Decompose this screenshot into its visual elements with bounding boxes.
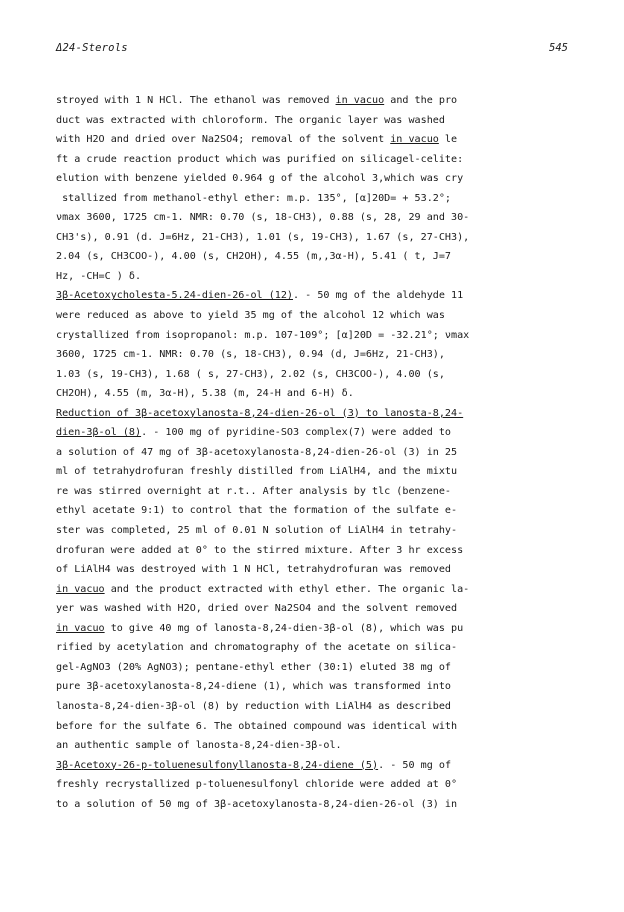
text-line: CH3's), 0.91 (d. J=6Hz, 21-CH3), 1.01 (s, 19-CH3), 1.67 (s, 27-CH3),: [56, 231, 470, 243]
underlined-text: 3β-Acetoxycholesta-5.24-dien-26-ol (12): [56, 290, 294, 302]
text-line: lanosta-8,24-dien-3β-ol (8) by reduction with LiAlH4 as described: [56, 700, 452, 712]
text-line: an authentic sample of lanosta-8,24-dien-3β-ol.: [56, 740, 342, 752]
underlined-text: dien-3β-ol (8): [56, 427, 142, 439]
text-line: rified by acetylation and chromatography of the acetate on silica-: [56, 642, 458, 654]
text-line: duct was extracted with chloroform. The organic layer was washed: [56, 114, 445, 126]
text-line: with H2O and dried over Na2SO4; removal of the solvent in vacuo le: [56, 134, 458, 146]
underlined-text: in vacuo: [335, 95, 385, 106]
text-line: of LiAlH4 was destroyed with 1 N HCl, tetrahydrofuran was removed: [56, 564, 452, 576]
text-line: 3β-Acetoxy-26-p-toluenesulfonyllanosta-8,24-diene (5). - 50 mg of: [56, 759, 452, 771]
text-line: yer was washed with H2O, dried over Na2SO4 and the solvent removed: [56, 603, 458, 615]
text-line: CH2OH), 4.55 (m, 3α-H), 5.38 (m, 24-H and 6-H) δ.: [56, 388, 354, 400]
text-line: ster was completed, 25 ml of 0.01 N solution of LiAlH4 in tetrahy-: [56, 525, 458, 537]
page-number: 545: [549, 42, 568, 54]
text-line: 2.04 (s, CH3COO-), 4.00 (s, CH2OH), 4.55 (m,,3α-H), 5.41 ( t, J=7: [56, 251, 452, 263]
underlined-text: Reduction of 3β-acetoxylanosta-8,24-dien-26-ol (3) to lanosta-8,24-: [56, 407, 464, 419]
text-line: a solution of 47 mg of 3β-acetoxylanosta-8,24-dien-26-ol (3) in 25: [56, 446, 458, 458]
text-line: freshly recrystallized p-toluenesulfonyl chloride were added at 0°: [56, 779, 458, 791]
text-line: were reduced as above to yield 35 mg of the alcohol 12 which was: [56, 310, 445, 322]
text-line: 3600, 1725 cm-1. NMR: 0.70 (s, 18-CH3), 0.94 (d, J=6Hz, 21-CH3),: [56, 349, 445, 361]
underlined-text: in vacuo: [56, 583, 105, 595]
text-line: pure 3β-acetoxylanosta-8,24-diene (1), which was transformed into: [56, 681, 452, 693]
text-line: Hz, -CH=C ) δ.: [56, 270, 142, 282]
underlined-text: 3β-Acetoxy-26-p-toluenesulfonyllanosta-8,24-diene (5): [56, 759, 379, 771]
text-line: 1.03 (s, 19-CH3), 1.68 ( s, 27-CH3), 2.02 (s, CH3COO-), 4.00 (s,: [56, 368, 445, 380]
text-line: in vacuo and the product extracted with ethyl ether. The organic la-: [56, 583, 470, 595]
text-line: crystallized from isopropanol: m.p. 107-109°; [α]20D = -32.21°; νmax: [56, 329, 470, 341]
running-title: Δ24-Sterols: [56, 42, 128, 54]
text-line: ethyl acetate 9:1) to control that the formation of the sulfate e-: [56, 505, 458, 517]
text-line: drofuran were added at 0° to the stirred mixture. After 3 hr excess: [56, 544, 464, 556]
text-line: dien-3β-ol (8). - 100 mg of pyridine-SO3 complex(7) were added to: [56, 427, 452, 439]
text-line: [56, 404, 576, 424]
text-line: ft a crude reaction product which was purified on silicagel-celite:: [56, 153, 464, 165]
text-line: re was stirred overnight at r.t.. After analysis by tlc (benzene-: [56, 485, 452, 497]
underlined-text: in vacuo: [390, 134, 439, 146]
underlined-text: in vacuo: [56, 622, 105, 634]
text-line: νmax 3600, 1725 cm-1. NMR: 0.70 (s, 18-CH3), 0.88 (s, 28, 29 and 30-: [56, 212, 470, 224]
body-text: [56, 91, 576, 814]
page-header: [56, 42, 568, 60]
text-line: gel-AgNO3 (20% AgNO3); pentane-ethyl ether (30:1) eluted 38 mg of: [56, 661, 452, 673]
text-line: before for the sulfate 6. The obtained compound was identical with: [56, 720, 458, 732]
text-line: stallized from methanol-ethyl ether: m.p. 135°, [α]20D= + 53.2°;: [56, 192, 452, 204]
text-line: to a solution of 50 mg of 3β-acetoxylanosta-8,24-dien-26-ol (3) in: [56, 798, 458, 810]
text-line: ml of tetrahydrofuran freshly distilled from LiAlH4, and the mixtu: [56, 466, 458, 478]
text-line: elution with benzene yielded 0.964 g of the alcohol 3,which was cry: [56, 173, 464, 185]
text-line: stroyed with 1 N HCl. The ethanol was removed in vacuo and the pro: [56, 95, 458, 106]
text-line: in vacuo to give 40 mg of lanosta-8,24-dien-3β-ol (8), which was pu: [56, 622, 464, 634]
text-line: 3β-Acetoxycholesta-5.24-dien-26-ol (12). - 50 mg of the aldehyde 11: [56, 290, 464, 302]
